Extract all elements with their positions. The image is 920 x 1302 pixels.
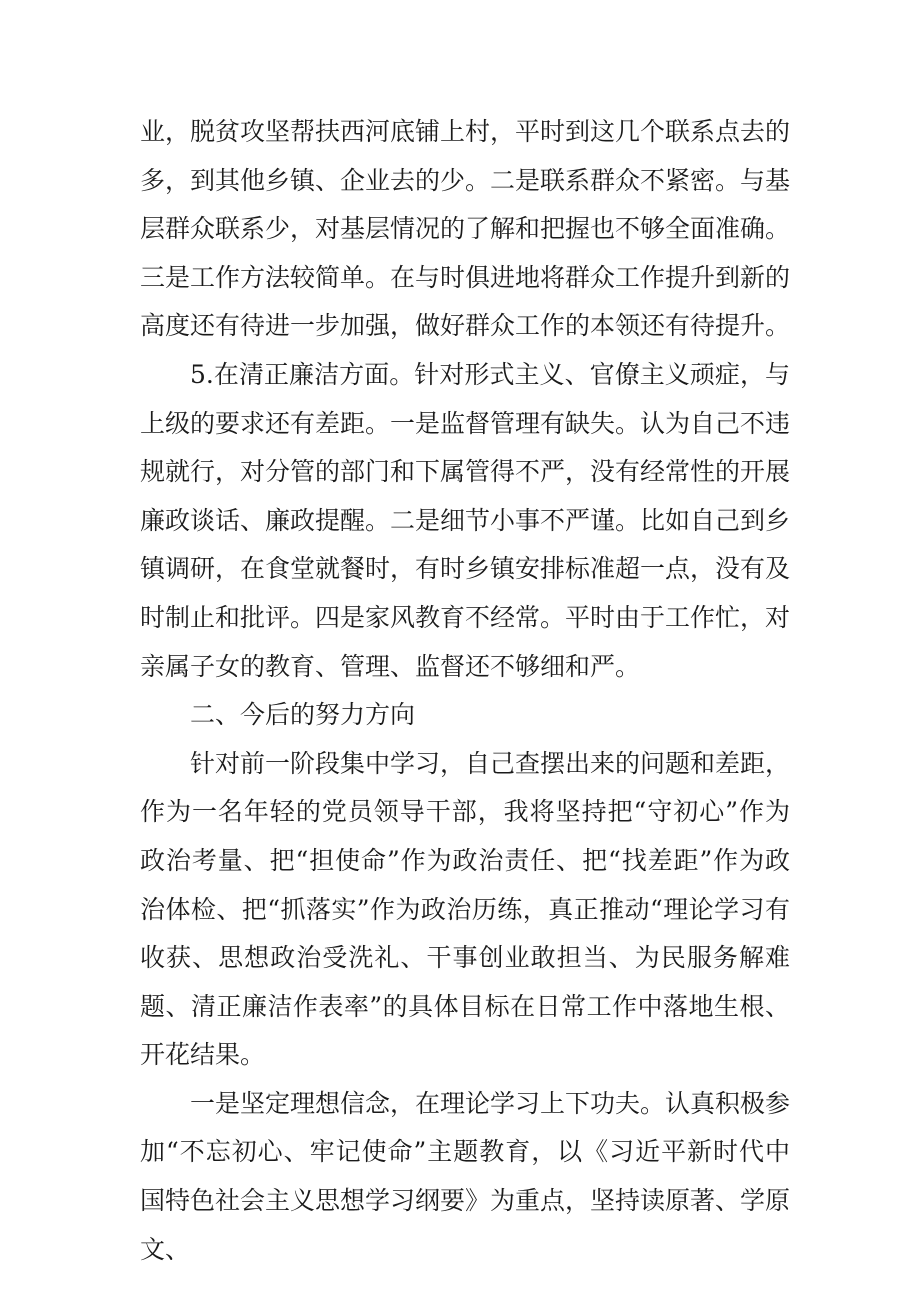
paragraph-direction: 针对前一阶段集中学习，自己查摆出来的问题和差距，作为一名年轻的党员领导干部，我将坚持把“守初心”作为政治考量、把“担使命”作为政治责任、把“找差距”作为政治体检、把“抓落实”作为政治历练，真正推动“理论学习有收获、思想政治受洗礼、干事创业敢担当、为民服务解难题、清正廉洁作表率”的具体目标在日常工作中落地生根、开花结果。 xyxy=(140,748,791,1070)
section-heading: 二、今后的努力方向 xyxy=(190,700,416,730)
paragraph-continuation: 业，脱贫攻坚帮扶西河底铺上村，平时到这几个联系点去的多，到其他乡镇、企业去的少。二是联系群众不紧密。与基层群众联系少，对基层情况的了解和把握也不够全面准确。三是工作方法较简单。在与时俱进地将群众工作提升到新的高度还有待进一步加强，做好群众工作的本领还有待提升。 xyxy=(140,117,791,341)
paragraph-clean-governance: 5.在清正廉洁方面。针对形式主义、官僚主义顽症，与上级的要求还有差距。一是监督管理有缺失。认为自己不违规就行，对分管的部门和下属管得不严，没有经常性的开展廉政谈话、廉政提醒。二是细节小事不严谨。比如自己到乡镇调研，在食堂就餐时，有时乡镇安排标准超一点，没有及时制止和批评。四是家风教育不经常。平时由于工作忙，对亲属子女的教育、管理、监督还不够细和严。 xyxy=(140,359,791,681)
document-body xyxy=(140,108,790,1274)
paragraph-ideals: 一是坚定理想信念，在理论学习上下功夫。认真积极参加“不忘初心、牢记使命”主题教育，以《习近平新时代中国特色社会主义思想学习纲要》为重点，坚持读原著、学原文、 xyxy=(140,1088,791,1264)
